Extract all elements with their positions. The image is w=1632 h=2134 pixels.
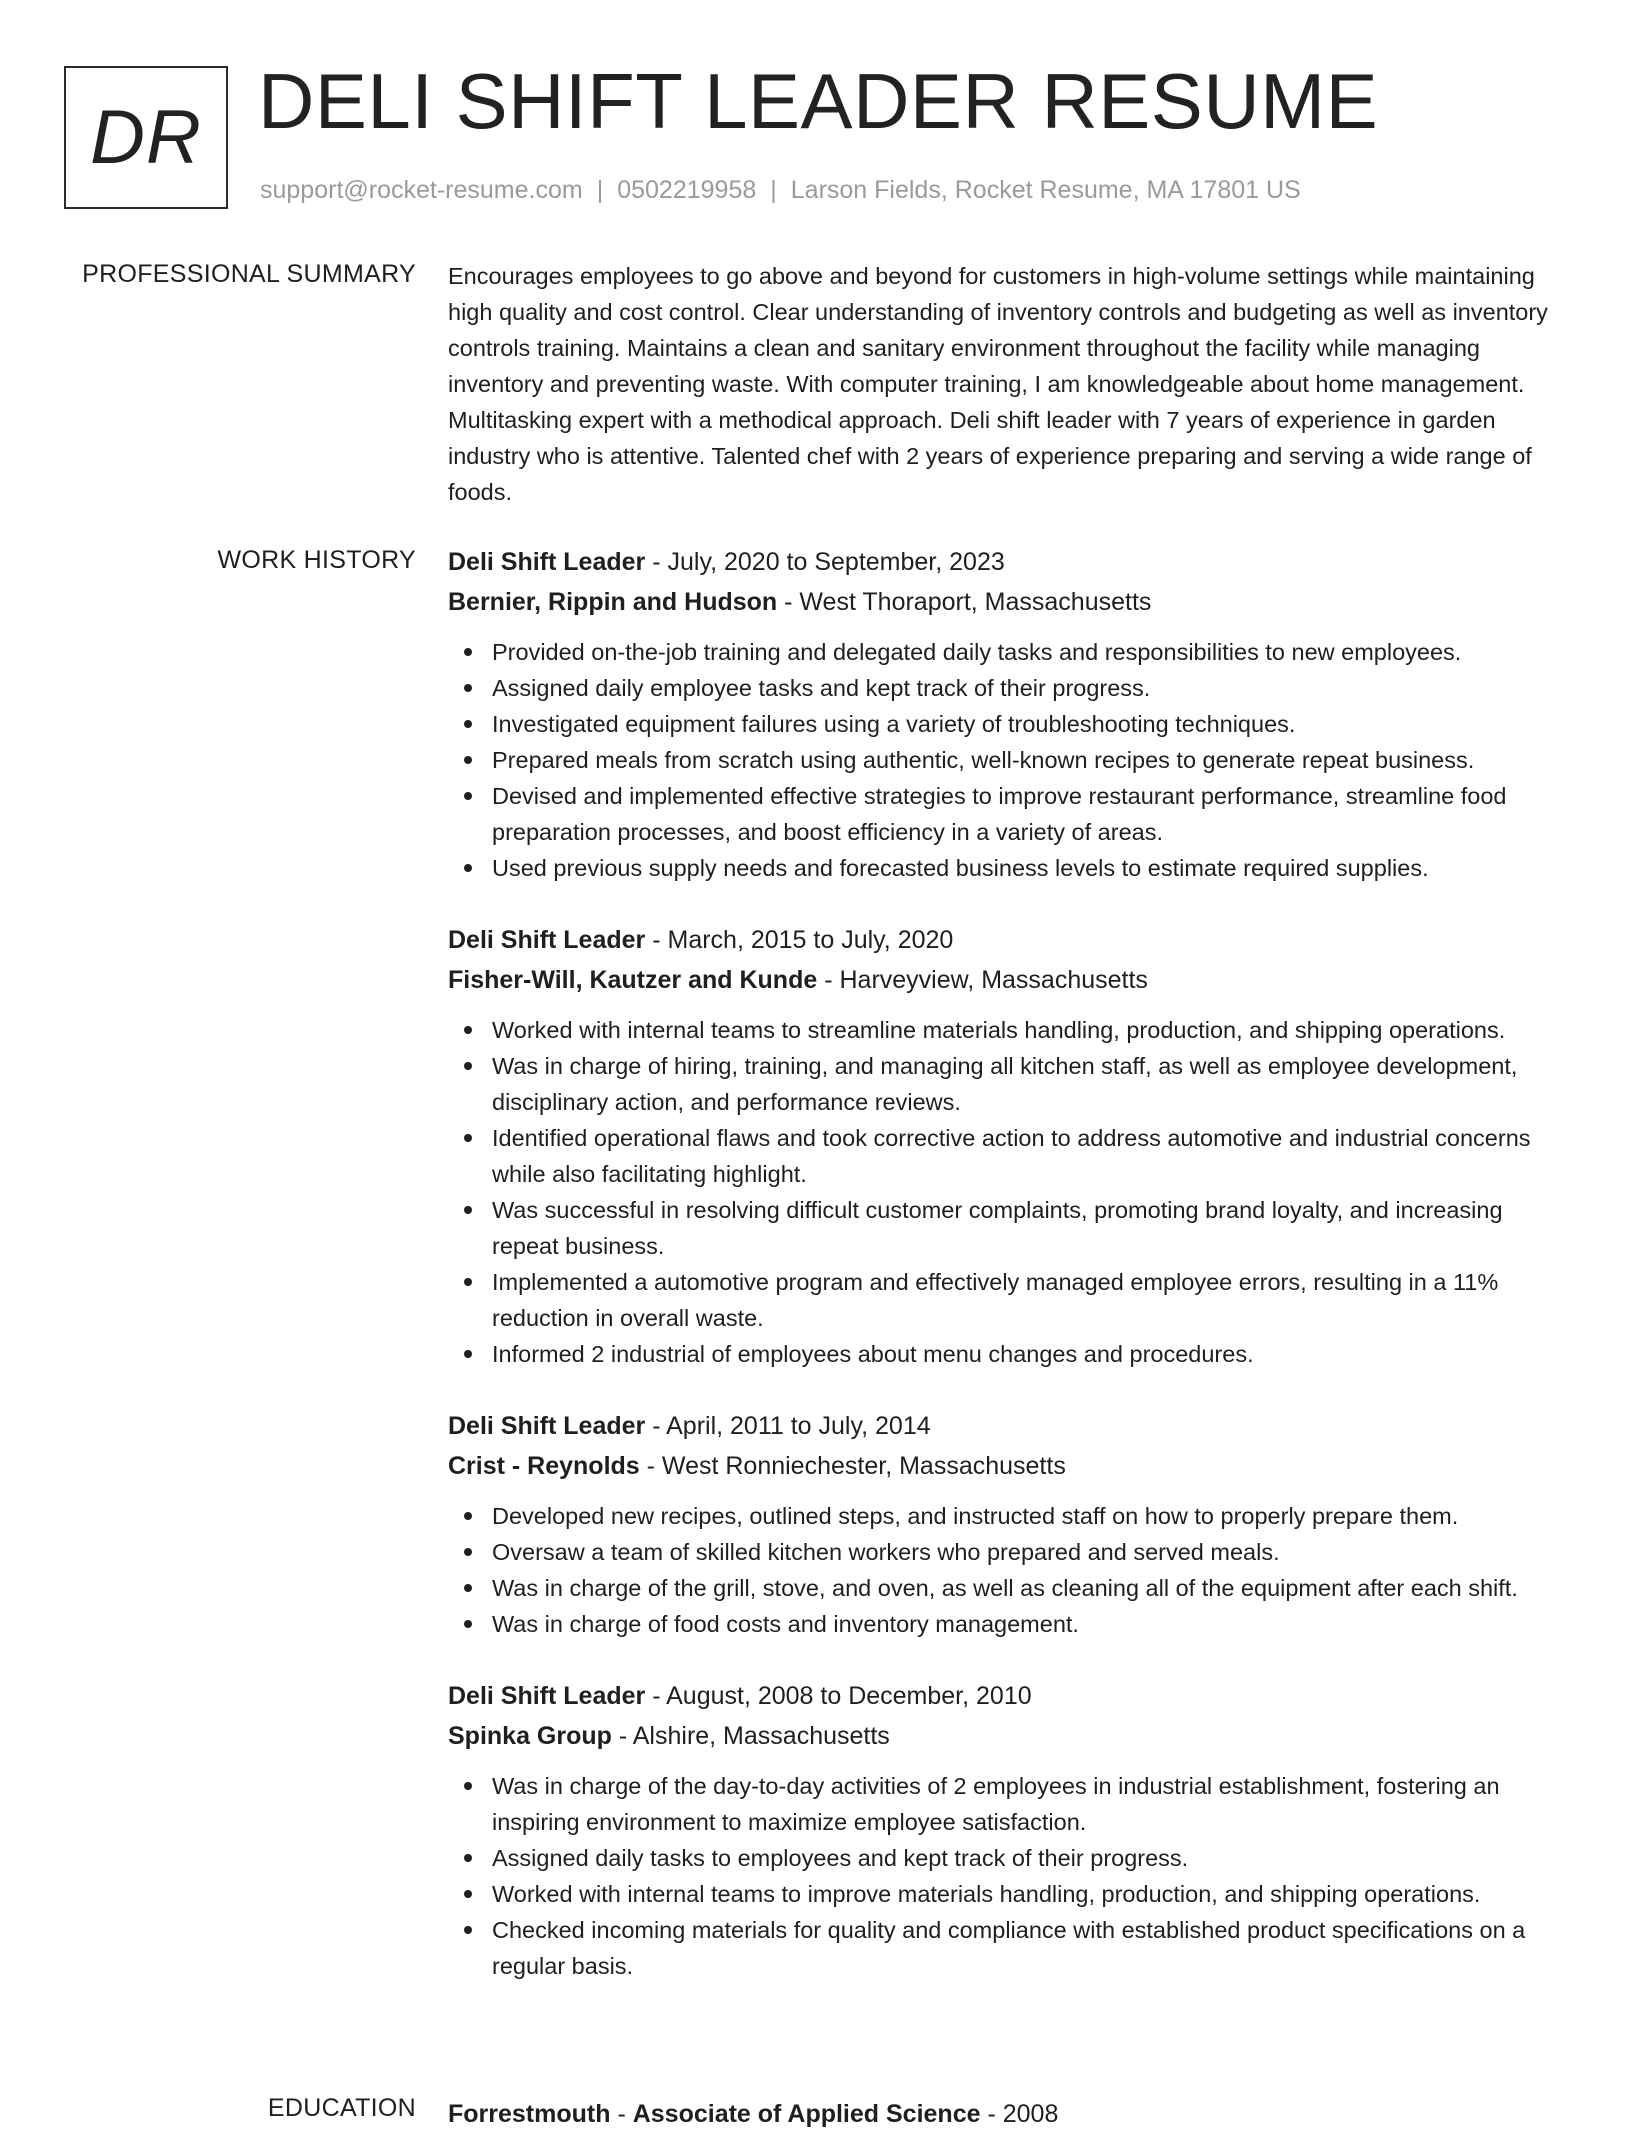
work-history-list (448, 542, 1566, 2018)
job-company-line (448, 1716, 1566, 1756)
job-bullet: Worked with internal teams to streamline materials handling, production, and shipping operations. (448, 1012, 1566, 1048)
education-year: - 2008 (987, 2100, 1059, 2128)
contact-line (260, 176, 1301, 205)
job-bullet: Assigned daily employee tasks and kept track of their progress. (448, 670, 1566, 706)
job-entry (448, 542, 1566, 886)
job-title-line (448, 542, 1566, 582)
job-location: - West Ronniechester, Massachusetts (646, 1452, 1066, 1480)
job-title-line (448, 1676, 1566, 1716)
job-title-line (448, 1406, 1566, 1446)
job-location: - West Thoraport, Massachusetts (784, 588, 1152, 616)
summary-text: Encourages employees to go above and beyond for customers in high-volume settings while maintaining high quality and cost control. Clear understanding of inventory controls and budgeting as well as inventory controls training. Maintains a clean and sanitary environment throughout the facility while managing inventory and preventing waste. With computer training, I am knowledgeable about home management. Multitasking expert with a methodical approach. Deli shift leader with 7 years of experience in garden industry who is attentive. Talented chef with 2 years of experience preparing and serving a wide range of foods. (448, 263, 1548, 505)
job-dates: - July, 2020 to September, 2023 (652, 548, 1005, 576)
job-bullets (448, 1768, 1566, 1984)
contact-phone[interactable]: 0502219958 (617, 176, 757, 204)
job-location: - Harveyview, Massachusetts (824, 966, 1148, 994)
job-bullets (448, 634, 1566, 886)
job-dates: - March, 2015 to July, 2020 (652, 926, 954, 954)
education-school: Forrestmouth (448, 2100, 611, 2128)
job-bullet: Informed 2 industrial of employees about menu changes and procedures. (448, 1336, 1566, 1372)
job-company: Bernier, Rippin and Hudson (448, 588, 778, 616)
job-bullet: Prepared meals from scratch using authentic, well-known recipes to generate repeat business. (448, 742, 1566, 778)
contact-separator: | (770, 176, 777, 204)
summary-heading: PROFESSIONAL SUMMARY (82, 260, 416, 288)
contact-email[interactable]: support@rocket-resume.com (260, 176, 583, 204)
job-entry (448, 1406, 1566, 1642)
job-bullet: Was in charge of hiring, training, and managing all kitchen staff, as well as employee development, disciplinary action, and performance reviews. (448, 1048, 1566, 1120)
job-title: Deli Shift Leader (448, 548, 646, 576)
job-bullet: Implemented a automotive program and effectively managed employee errors, resulting in a 11% reduction in overall waste. (448, 1264, 1566, 1336)
job-bullet: Identified operational flaws and took corrective action to address automotive and industrial concerns while also facilitating highlight. (448, 1120, 1566, 1192)
job-entry (448, 920, 1566, 1372)
monogram-initials: DR (90, 95, 202, 180)
job-bullet: Provided on-the-job training and delegated daily tasks and responsibilities to new employees. (448, 634, 1566, 670)
job-company-line (448, 1446, 1566, 1486)
job-bullet: Worked with internal teams to improve materials handling, production, and shipping operations. (448, 1876, 1566, 1912)
job-bullet: Oversaw a team of skilled kitchen workers who prepared and served meals. (448, 1534, 1566, 1570)
job-bullet: Was in charge of the day-to-day activities of 2 employees in industrial establishment, fostering an inspiring environment to maximize employee satisfaction. (448, 1768, 1566, 1840)
page-title: DELI SHIFT LEADER RESUME (258, 57, 1379, 145)
job-bullet: Developed new recipes, outlined steps, and instructed staff on how to properly prepare them. (448, 1498, 1566, 1534)
job-title: Deli Shift Leader (448, 926, 646, 954)
education-degree: Associate of Applied Science (632, 2100, 981, 2128)
work-history-heading: WORK HISTORY (217, 546, 416, 574)
job-dates: - August, 2008 to December, 2010 (652, 1682, 1032, 1710)
job-bullets (448, 1498, 1566, 1642)
job-location: - Alshire, Massachusetts (618, 1722, 890, 1750)
job-company: Crist - Reynolds (448, 1452, 640, 1480)
monogram-box (64, 66, 228, 209)
job-title-line (448, 920, 1566, 960)
job-bullet: Assigned daily tasks to employees and kept track of their progress. (448, 1840, 1566, 1876)
job-bullet: Was in charge of food costs and inventory management. (448, 1606, 1566, 1642)
job-company: Spinka Group (448, 1722, 612, 1750)
contact-separator: | (596, 176, 604, 204)
job-title: Deli Shift Leader (448, 1412, 646, 1440)
job-title: Deli Shift Leader (448, 1682, 646, 1710)
education-entry (448, 2094, 1566, 2134)
job-bullet: Was in charge of the grill, stove, and oven, as well as cleaning all of the equipment after each shift. (448, 1570, 1566, 1606)
education-line: Forrestmouth - Associate of Applied Science - 2008 (448, 2100, 1059, 2128)
job-entry (448, 1676, 1566, 1984)
job-company-line (448, 960, 1566, 1000)
job-company-line (448, 582, 1566, 622)
contact-address: Larson Fields, Rocket Resume, MA 17801 US (790, 176, 1301, 204)
job-bullet: Investigated equipment failures using a variety of troubleshooting techniques. (448, 706, 1566, 742)
job-company: Fisher-Will, Kautzer and Kunde (448, 966, 818, 994)
job-bullet: Was successful in resolving difficult customer complaints, promoting brand loyalty, and increasing repeat business. (448, 1192, 1566, 1264)
job-bullet: Used previous supply needs and forecasted business levels to estimate required supplies. (448, 850, 1566, 886)
education-heading: EDUCATION (267, 2094, 416, 2122)
job-bullet: Checked incoming materials for quality and compliance with established product specifications on a regular basis. (448, 1912, 1566, 1984)
job-dates: - April, 2011 to July, 2014 (652, 1412, 931, 1440)
job-bullets (448, 1012, 1566, 1372)
job-bullet: Devised and implemented effective strategies to improve restaurant performance, streamline food preparation processes, and boost efficiency in a variety of areas. (448, 778, 1566, 850)
